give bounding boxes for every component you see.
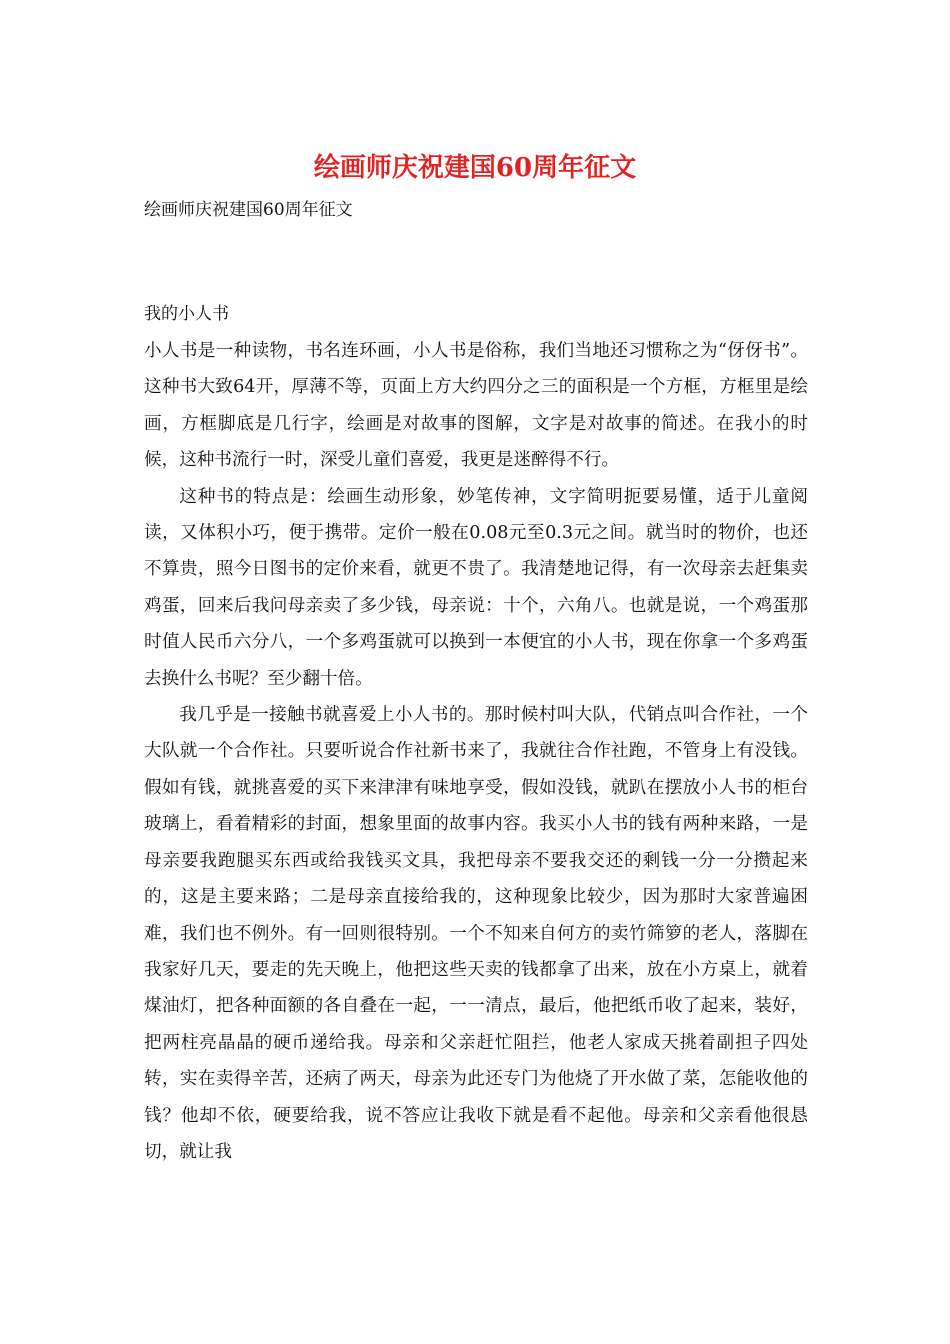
- document-body: [144, 333, 808, 1170]
- document-subtitle: 绘画师庆祝建国60周年征文: [144, 200, 353, 220]
- paragraph: 我几乎是一接触书就喜爱上小人书的。那时候村叫大队，代销点叫合作社，一个大队就一个合作社。只要听说合作社新书来了，我就往合作社跑，不管身上有没钱。假如有钱，就挑喜爱的买下来津津有味地享受，假如没钱，就趴在摆放小人书的柜台玻璃上，看着精彩的封面，想象里面的故事内容。我买小人书的钱有两种来路，一是母亲要我跑腿买东西或给我钱买文具，我把母亲不要我交还的剩钱一分一分攒起来的，这是主要来路；二是母亲直接给我的，这种现象比较少，因为那时大家普遍困难，我们也不例外。有一回则很特别。一个不知来自何方的卖竹筛箩的老人，落脚在我家好几天，要走的先天晚上，他把这些天卖的钱都拿了出来，放在小方桌上，就着煤油灯，把各种面额的各自叠在一起，一一清点，最后，他把纸币收了起来，装好，把两柱亮晶晶的硬币递给我。母亲和父亲赶忙阻拦，他老人家成天挑着副担子四处转，实在卖得辛苦，还病了两天，母亲为此还专门为他烧了开水做了菜，怎能收他的钱？他却不依，硬要给我，说不答应让我收下就是看不起他。母亲和父亲看他很恳切，就让我: [144, 705, 808, 1162]
- paragraph: 这种书的特点是：绘画生动形象，妙笔传神，文字简明扼要易懂，适于儿童阅读，又体积小巧，便于携带。定价一般在0.08元至0.3元之间。就当时的物价，也还不算贵，照今日图书的定价来看，就更不贵了。我清楚地记得，有一次母亲去赶集卖鸡蛋，回来后我问母亲卖了多少钱，母亲说：十个，六角八。也就是说，一个鸡蛋那时值人民币六分八，一个多鸡蛋就可以换到一本便宜的小人书，现在你拿一个多鸡蛋去换什么书呢？至少翻十倍。: [144, 486, 808, 689]
- paragraph: 小人书是一种读物，书名连环画，小人书是俗称，我们当地还习惯称之为“伢伢书”。这种书大致64开，厚薄不等，页面上方大约四分之三的面积是一个方框，方框里是绘画，方框脚底是几行字，绘画是对故事的图解，文字是对故事的简述。在我小的时候，这种书流行一时，深受儿童们喜爱，我更是迷醉得不行。: [144, 341, 808, 471]
- section-heading: 我的小人书: [144, 304, 229, 324]
- document-title: 绘画师庆祝建国60周年征文: [313, 153, 637, 183]
